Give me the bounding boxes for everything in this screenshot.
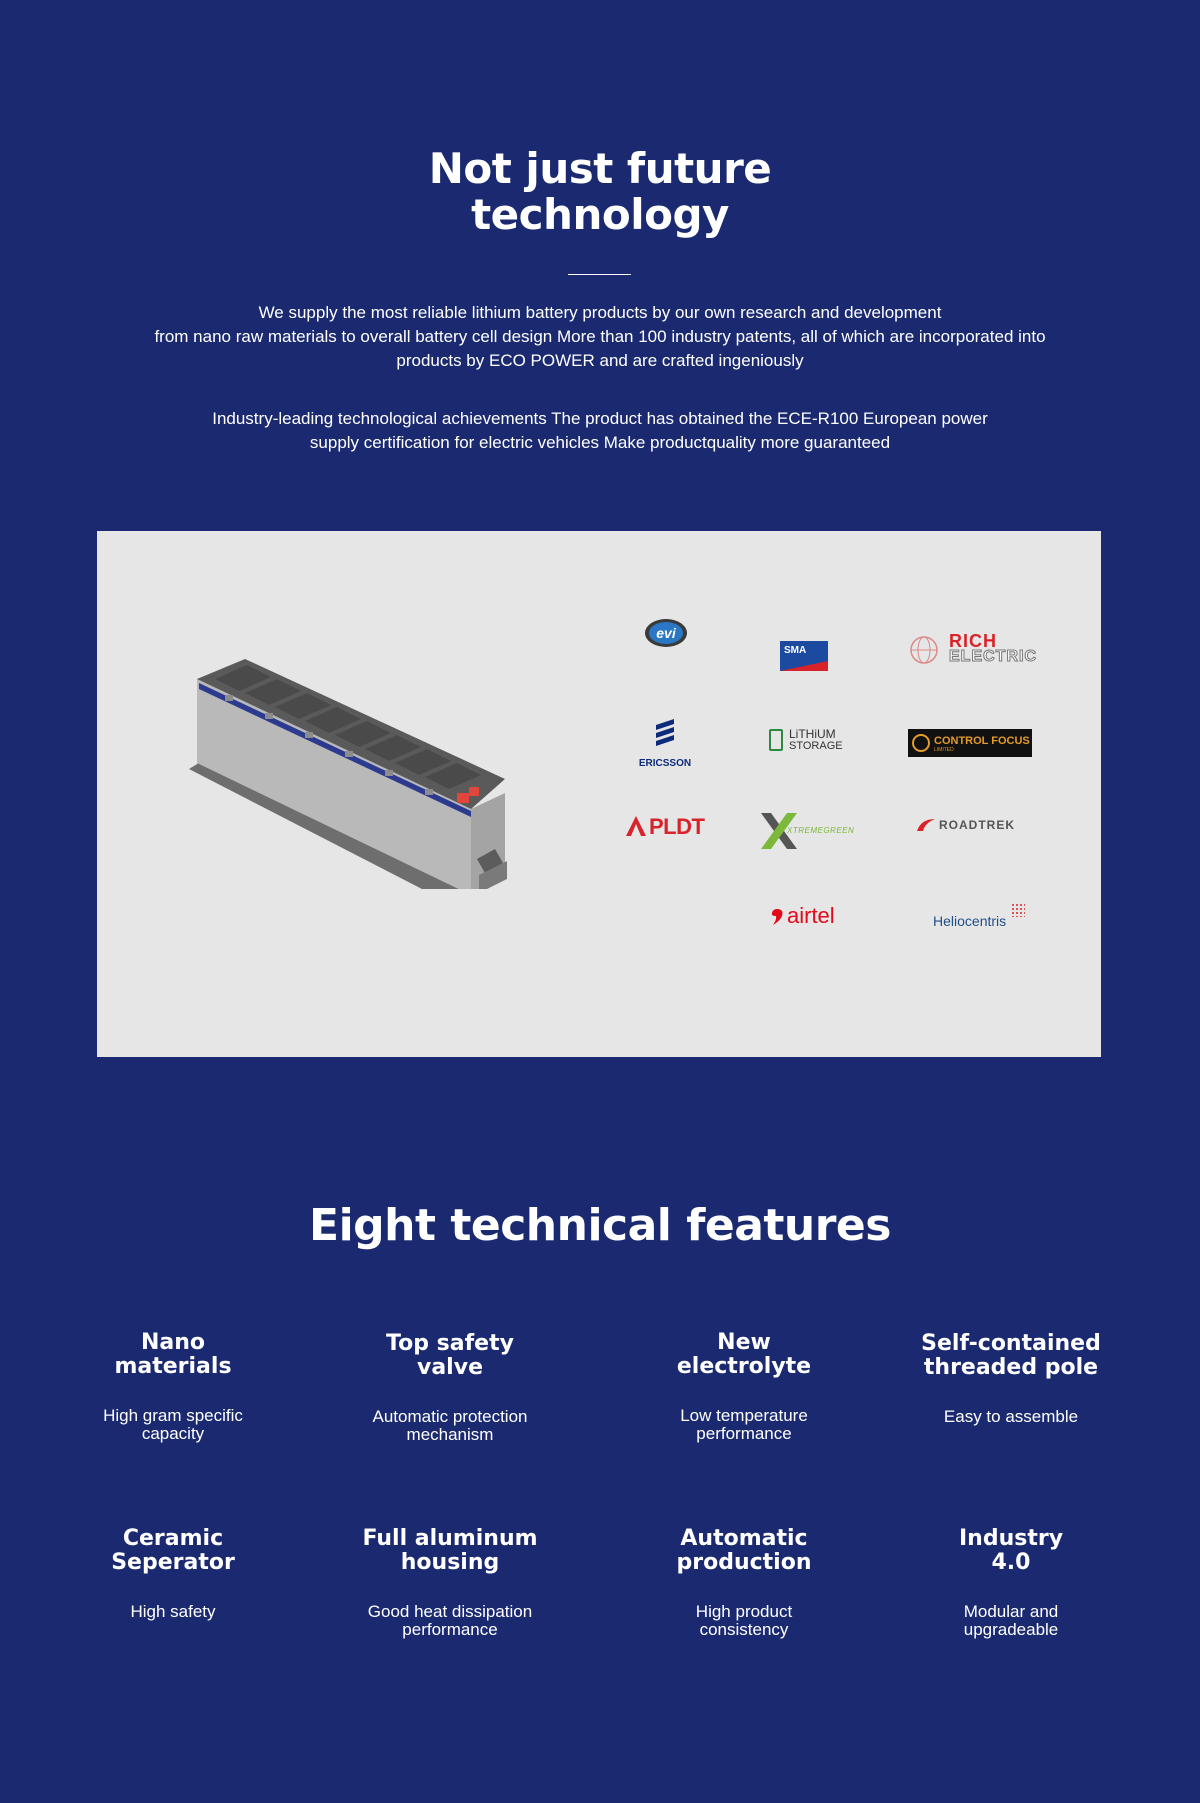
feature-title [629, 1527, 859, 1575]
hero-paragraph-2 [100, 407, 1100, 455]
partner-logo-pldt [625, 811, 709, 841]
feature-title [335, 1527, 565, 1575]
feature-desc-line: Modular and [963, 1602, 1059, 1621]
feature-title-line: production [676, 1550, 812, 1575]
hero-title-line-1: Not just future [428, 144, 772, 193]
electric-logo-text: ELECTRIC [949, 648, 1037, 665]
heliocentris-logo-text: Heliocentris [933, 913, 1007, 929]
hero-paragraph-1 [100, 301, 1100, 373]
rich-electric-globe-icon [909, 635, 939, 665]
feature-item [58, 1527, 288, 1621]
feature-desc-line: upgradeable [963, 1620, 1059, 1639]
feature-desc-line: High product [695, 1602, 793, 1621]
airtel-logo-text: airtel [787, 903, 835, 928]
sma-logo-text: SMA [784, 645, 807, 656]
hero-title-line-2: technology [471, 190, 729, 239]
feature-desc-line: performance [696, 1424, 792, 1443]
feature-title-line: 4.0 [991, 1550, 1031, 1575]
feature-title-line: New [717, 1330, 771, 1355]
feature-item [629, 1527, 859, 1639]
feature-title-line: Full aluminum [362, 1526, 538, 1551]
partner-logo-airtel [769, 901, 849, 931]
feature-title-line: valve [417, 1355, 483, 1380]
control-focus-icon [912, 734, 930, 752]
feature-title [58, 1331, 288, 1379]
airtel-logo-icon [769, 907, 785, 927]
product-showcase-panel [97, 531, 1101, 1057]
feature-item [896, 1332, 1126, 1426]
paragraph-1-line: from nano raw materials to overall battery cell design More than 100 industry patents, all of which are incorporated into [154, 327, 1046, 346]
heliocentris-dots-icon [1011, 903, 1025, 917]
title-divider [568, 274, 631, 275]
feature-title [629, 1331, 859, 1379]
feature-desc-line: consistency [699, 1620, 789, 1639]
partner-logo-control-focus [908, 729, 1032, 757]
feature-item [335, 1332, 565, 1444]
feature-title [896, 1332, 1126, 1380]
feature-title [335, 1332, 565, 1380]
feature-description [58, 1603, 288, 1621]
feature-desc-line: High gram specific [103, 1406, 243, 1425]
pldt-logo-text: PLDT [649, 814, 705, 839]
partner-logo-ericsson [635, 717, 695, 769]
feature-title [896, 1527, 1126, 1575]
partner-logo-sma [780, 641, 828, 671]
feature-desc-line: capacity [141, 1424, 205, 1443]
feature-desc-line: mechanism [406, 1425, 494, 1444]
feature-title-line: housing [400, 1550, 500, 1575]
ericsson-logo-icon [654, 717, 676, 747]
feature-title-line: threaded pole [923, 1355, 1099, 1380]
partner-logo-xtremegreen [757, 809, 869, 853]
pldt-logo-icon [625, 815, 647, 837]
feature-title-line: Top safety [386, 1331, 514, 1356]
feature-item [58, 1331, 288, 1443]
feature-description [335, 1603, 565, 1639]
storage-logo-text: STORAGE [789, 740, 843, 752]
feature-title-line: Automatic [680, 1526, 808, 1551]
feature-title-line: Nano [140, 1330, 206, 1355]
feature-title-line: electrolyte [676, 1354, 812, 1379]
feature-title [58, 1527, 288, 1575]
feature-desc-line: performance [402, 1620, 498, 1639]
feature-description [896, 1408, 1126, 1426]
partner-logo-rich-electric [909, 631, 1037, 669]
battery-module-image [185, 649, 525, 889]
paragraph-1-line: We supply the most reliable lithium battery products by our own research and development [258, 303, 942, 322]
partner-logo-roadtrek [915, 813, 1027, 837]
feature-title-line: Ceramic [122, 1526, 224, 1551]
feature-title-line: Self-contained [921, 1331, 1101, 1356]
feature-desc-line: Automatic protection [372, 1407, 528, 1426]
roadtrek-logo-text: ROADTREK [939, 818, 1015, 832]
paragraph-1-line: products by ECO POWER and are crafted ingeniously [396, 351, 804, 370]
lithium-logo-text: LiTHiUM [789, 727, 836, 741]
feature-description [58, 1407, 288, 1443]
feature-item [335, 1527, 565, 1639]
evi-logo-text: evi [656, 625, 676, 641]
feature-desc-line: Easy to assemble [943, 1407, 1079, 1426]
paragraph-2-line: Industry-leading technological achievements The product has obtained the ECE-R100 European power [212, 409, 988, 428]
partner-logo-evi [643, 617, 689, 649]
feature-title-line: materials [114, 1354, 232, 1379]
feature-description [629, 1407, 859, 1443]
partner-logo-heliocentris [933, 901, 1029, 933]
feature-desc-line: High safety [130, 1602, 216, 1621]
paragraph-2-line: supply certification for electric vehicles Make productquality more guaranteed [309, 433, 891, 452]
feature-description [629, 1603, 859, 1639]
control-focus-sub-text: LIMITED [934, 747, 954, 753]
hero-title [0, 146, 1200, 238]
ericsson-logo-text: ERICSSON [638, 758, 692, 769]
feature-desc-line: Good heat dissipation [367, 1602, 533, 1621]
xtremegreen-logo-text: XTREMEGREEN [787, 826, 855, 835]
features-title: Eight technical features [309, 1200, 891, 1251]
feature-desc-line: Low temperature [680, 1406, 808, 1425]
lithium-battery-icon [769, 729, 783, 751]
feature-description [896, 1603, 1126, 1639]
roadtrek-logo-icon [915, 817, 937, 833]
feature-item [896, 1527, 1126, 1639]
control-focus-logo-text: CONTROL FOCUS [934, 735, 1030, 747]
feature-item [629, 1331, 859, 1443]
feature-title-line: Industry [958, 1526, 1064, 1551]
feature-title-line: Seperator [111, 1550, 235, 1575]
rich-logo-text: RICH [949, 631, 997, 651]
feature-description [335, 1408, 565, 1444]
partner-logo-lithium-storage [769, 726, 849, 756]
